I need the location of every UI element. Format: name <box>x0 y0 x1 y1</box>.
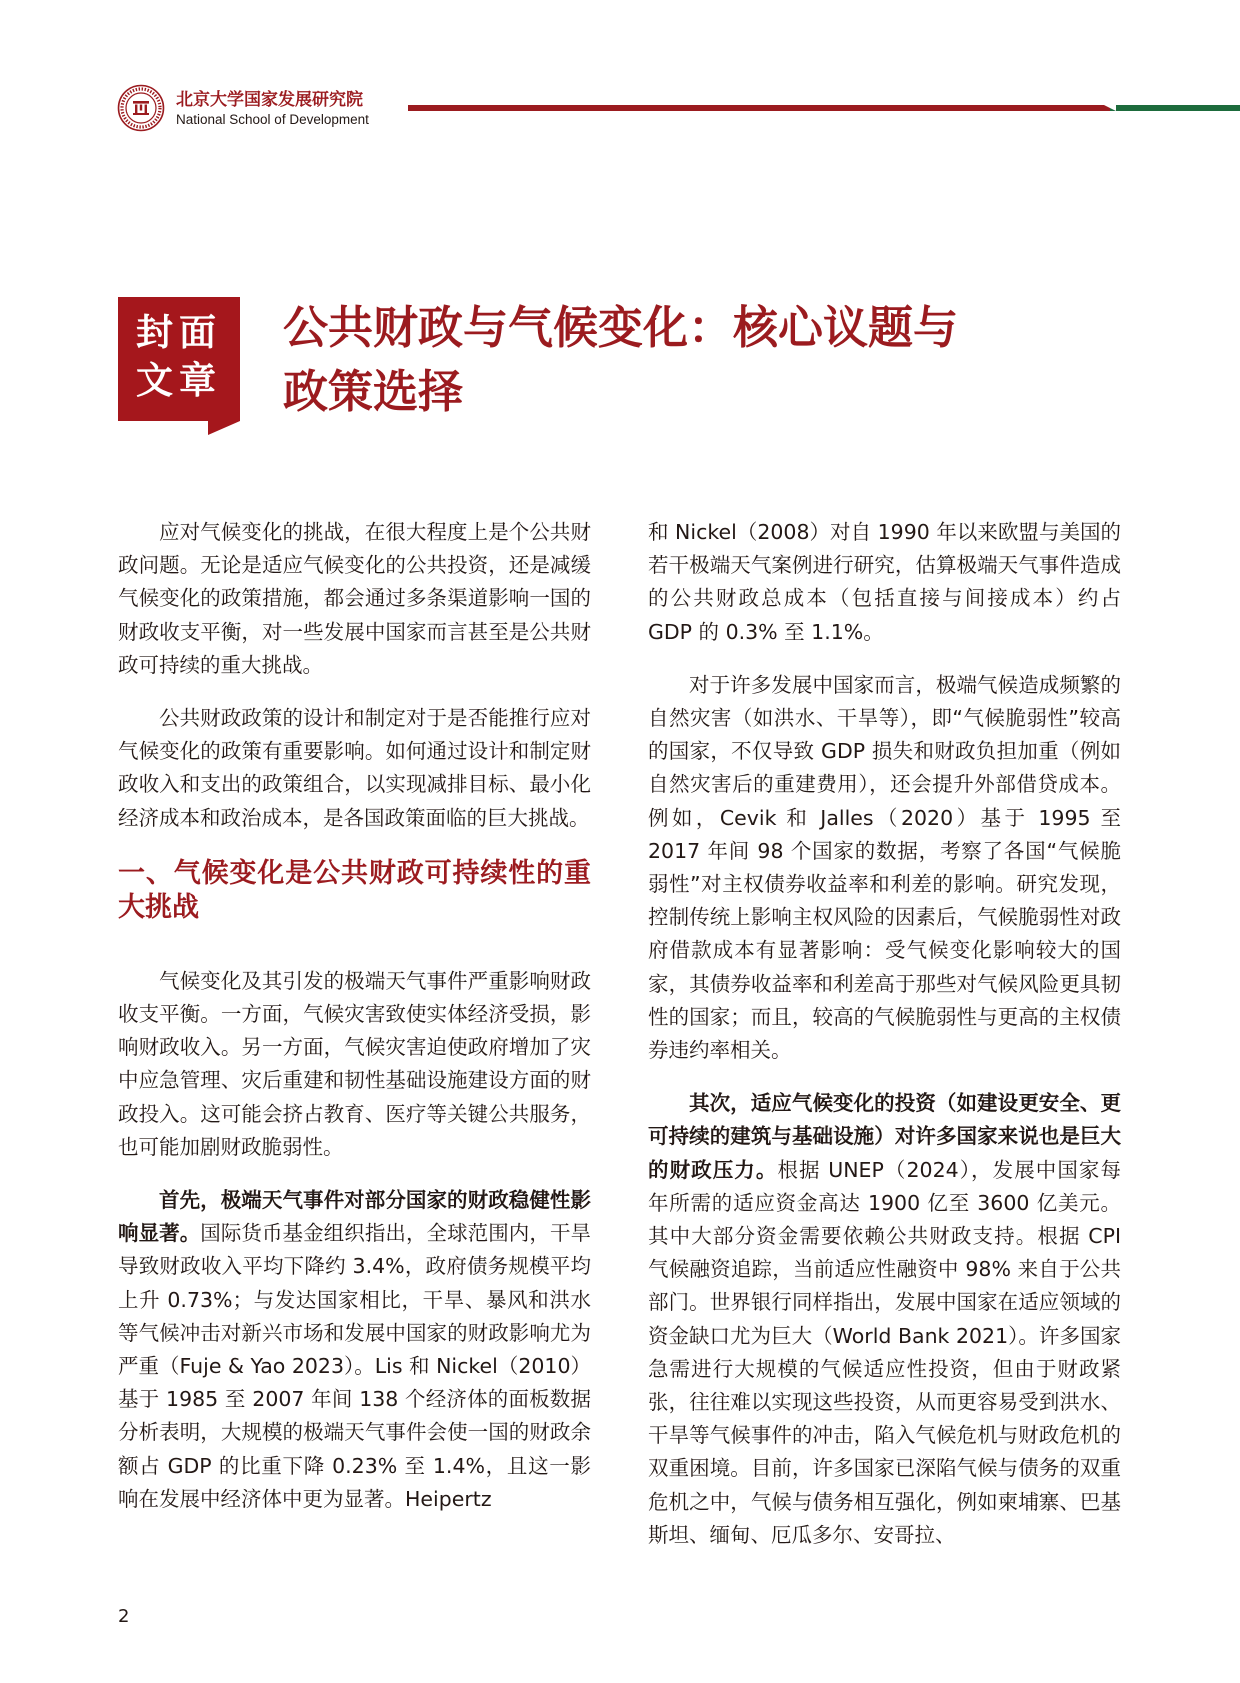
title-line-1: 公共财政与气候变化：核心议题与 <box>283 301 959 354</box>
header-rule-accent <box>1110 105 1240 111</box>
org-name-cn: 北京大学国家发展研究院 <box>176 90 363 110</box>
header-rule-divider <box>1104 105 1116 111</box>
right-column <box>648 516 1121 1552</box>
intro-paragraph-1: 应对气候变化的挑战，在很大程度上是个公共财政问题。无论是适应气候变化的公共投资，还是减缓气候变化的政策措施，都会通过多条渠道影响一国的财政收支平衡，对一些发展中国家而言甚至是公共财政可持续的重大挑战。 <box>118 520 591 677</box>
section-1-paragraph-1: 气候变化及其引发的极端天气事件严重影响财政收支平衡。一方面，气候灾害致使实体经济受损，影响财政收入。另一方面，气候灾害迫使政府增加了灾中应急管理、灾后重建和韧性基础设施建设方面的财政投入。这可能会挤占教育、医疗等关键公共服务，也可能加剧财政脆弱性。 <box>118 968 591 1159</box>
section-1-paragraph-2-body: 国际货币基金组织指出，全球范围内，干旱导致财政收入平均下降约 3.4%，政府债务规模平均上升 0.73%；与发达国家相比，干旱、暴风和洪水等气候冲击对新兴市场和发展中国家的财政影响尤为严重（Fuje & Yao 2023）。Lis 和 Nickel（2010）基于 1985 至 2007 年间 138 个经济体的面板数据分析表明，大规模的极端天气事件会使一国的财政余额占 GDP 的比重下降 0.23% 至 1.4%，且这一影响在发展中经济体中更为显著。Heipertz <box>118 1221 592 1511</box>
cover-article-badge <box>118 297 240 421</box>
badge-tail <box>208 421 240 435</box>
left-column <box>118 516 591 1516</box>
section-1-heading: 一、气候变化是公共财政可持续性的重大挑战 <box>118 857 591 923</box>
article-title <box>283 296 1103 424</box>
right-paragraph-3 <box>648 1087 1121 1552</box>
badge-line-2: 文章 <box>136 359 222 402</box>
right-paragraph-3-body: 根据 UNEP（2024），发展中国家每年所需的适应资金高达 1900 亿至 3600 亿美元。其中大部分资金需要依赖公共财政支持。根据 CPI 气候融资追踪，当前适应性融资中 98% 来自于公共部门。世界银行同样指出，发展中国家在适应领域的资金缺口尤为巨大（World Bank 2021）。许多国家急需进行大规模的气候适应性投资，但由于财政紧张，往往难以实现这些投资，从而更容易受到洪水、干旱等气候事件的冲击，陷入气候危机与财政危机的双重困境。目前，许多国家已深陷气候与债务的双重危机之中，气候与债务相互强化，例如柬埔寨、巴基斯坦、缅甸、厄瓜多尔、安哥拉、 <box>648 1157 1122 1547</box>
org-name-en: National School of Development <box>176 112 369 127</box>
intro-paragraph-2: 公共财政政策的设计和制定对于是否能推行应对气候变化的政策有重要影响。如何通过设计和制定财政收入和支出的政策组合，以实现减排目标、最小化经济成本和政治成本，是各国政策面临的巨大挑战。 <box>118 706 591 830</box>
section-1-paragraph-2-lead: 首先，极端天气事件对部分国家的财政稳健性影响显著。 <box>118 1188 591 1246</box>
right-paragraph-2: 对于许多发展中国家而言，极端气候造成频繁的自然灾害（如洪水、干旱等），即“气候脆弱性”较高的国家，不仅导致 GDP 损失和财政负担加重（例如自然灾害后的重建费用），还会提升外部借贷成本。例如，Cevik 和 Jalles（2020）基于 1995 至 2017 年间 98 个国家的数据，考察了各国“气候脆弱性”对主权债券收益率和利差的影响。研究发现，控制传统上影响主权风险的因素后，气候脆弱性对政府借款成本有显著影响：受气候变化影响较大的国家，其债券收益率和利差高于那些对气候风险更具韧性的国家；而且，较高的气候脆弱性与更高的主权债券违约率相关。 <box>648 672 1121 1063</box>
page-header <box>117 84 1240 144</box>
continued-paragraph: 和 Nickel（2008）对自 1990 年以来欧盟与美国的若干极端天气案例进行研究，估算极端天气事件造成的公共财政总成本（包括直接与间接成本）约占 GDP 的 0.3% 至 1.1%。 <box>648 520 1121 644</box>
right-paragraph-3-lead: 其次，适应气候变化的投资（如建设更安全、更可持续的建筑与基础设施）对许多国家来说也是巨大的财政压力。 <box>648 1091 1121 1182</box>
section-1-paragraph-2 <box>118 1184 591 1516</box>
university-seal-icon <box>117 84 165 132</box>
page-number: 2 <box>118 1606 130 1627</box>
title-line-2: 政策选择 <box>283 365 464 418</box>
badge-line-1: 封面 <box>136 311 222 354</box>
